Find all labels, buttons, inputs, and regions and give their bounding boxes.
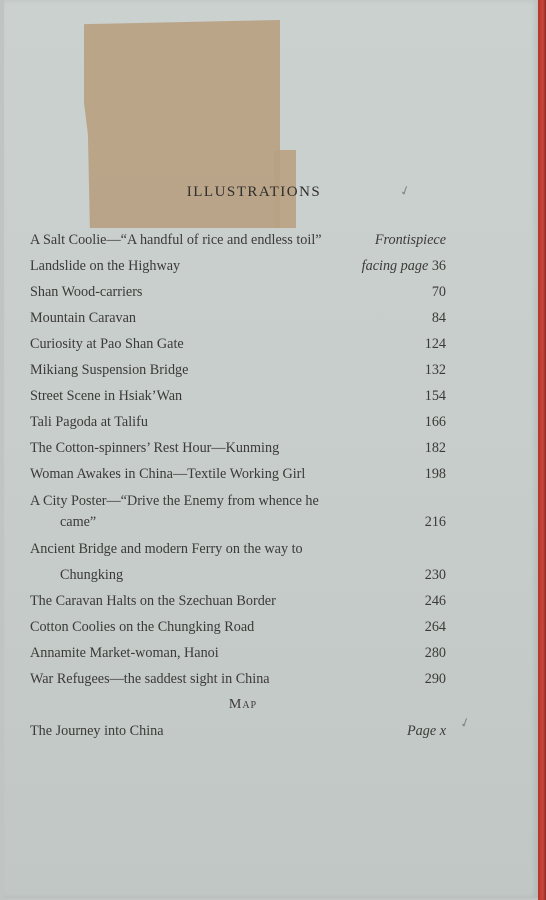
entry-title: A City Poster—“Drive the Enemy from whence he	[30, 493, 319, 509]
list-item	[30, 305, 446, 331]
entry-page: 216	[424, 514, 446, 530]
entry-title: Curiosity at Pao Shan Gate	[30, 336, 184, 352]
entry-title-continued: Chungking	[60, 567, 124, 583]
entry-page: 36	[431, 258, 446, 274]
map-section-heading: Map	[228, 697, 258, 712]
entry-page: 290	[424, 671, 446, 687]
entry-page: 124	[424, 336, 446, 352]
entry-title: The Caravan Halts on the Szechuan Border	[30, 593, 276, 609]
list-item	[30, 588, 446, 614]
list-item	[30, 614, 446, 640]
entry-title: Shan Wood-carriers	[30, 284, 143, 300]
entry-page: 264	[424, 619, 446, 635]
map-list-item	[30, 718, 446, 744]
entry-title-group	[30, 536, 425, 588]
entry-title: The Cotton-spinners’ Rest Hour—Kunming	[30, 440, 280, 456]
entry-page: 154	[424, 388, 446, 404]
entry-title: Landslide on the Highway	[30, 258, 181, 274]
entry-page: 132	[424, 362, 446, 378]
entry-title: A Salt Coolie—“A handful of rice and endless toil”	[30, 232, 322, 248]
entry-title: Street Scene in Hsiak’Wan	[30, 388, 183, 404]
entry-page: 166	[424, 414, 446, 430]
entry-page: 70	[431, 284, 446, 300]
list-item	[30, 383, 446, 409]
entry-title: War Refugees—the saddest sight in China	[30, 671, 270, 687]
list-item	[30, 490, 446, 532]
entry-page-group	[362, 253, 446, 279]
entry-page: Frontispiece	[374, 232, 446, 248]
list-item	[30, 253, 446, 279]
list-item	[30, 640, 446, 666]
entry-page-prefix: facing page	[361, 258, 429, 274]
list-item	[30, 409, 446, 435]
list-item	[30, 331, 446, 357]
entry-page: 230	[424, 567, 446, 583]
entry-title-group	[30, 490, 425, 532]
list-item	[30, 461, 446, 487]
entry-title: Woman Awakes in China—Textile Working Girl	[30, 466, 306, 482]
pencil-check-icon: ✓	[457, 714, 473, 733]
list-item	[30, 666, 446, 692]
entry-title: Cotton Coolies on the Chungking Road	[30, 619, 255, 635]
map-entry-title: The Journey into China	[30, 723, 164, 739]
entry-page: 280	[424, 645, 446, 661]
entry-title: Annamite Market-woman, Hanoi	[30, 645, 219, 661]
illustrations-list	[30, 227, 446, 744]
book-page	[4, 0, 538, 898]
entry-title: Ancient Bridge and modern Ferry on the way to	[30, 541, 303, 557]
entry-page: 246	[424, 593, 446, 609]
pencil-check-icon: ✓	[397, 182, 413, 201]
list-item	[30, 279, 446, 305]
list-item	[30, 435, 446, 461]
entry-title-continued: came”	[60, 514, 97, 530]
list-item	[30, 357, 446, 383]
entry-title: Mikiang Suspension Bridge	[30, 362, 189, 378]
entry-page: 84	[431, 310, 446, 326]
book-cover-edge	[538, 0, 546, 900]
list-item	[30, 536, 446, 588]
entry-page: 198	[424, 466, 446, 482]
entry-title: Mountain Caravan	[30, 310, 136, 326]
entry-title: Tali Pagoda at Talifu	[30, 414, 148, 430]
page-heading: ILLUSTRATIONS	[186, 184, 322, 200]
list-item	[30, 227, 446, 253]
entry-page: 182	[424, 440, 446, 456]
map-entry-page: Page x	[407, 723, 446, 739]
